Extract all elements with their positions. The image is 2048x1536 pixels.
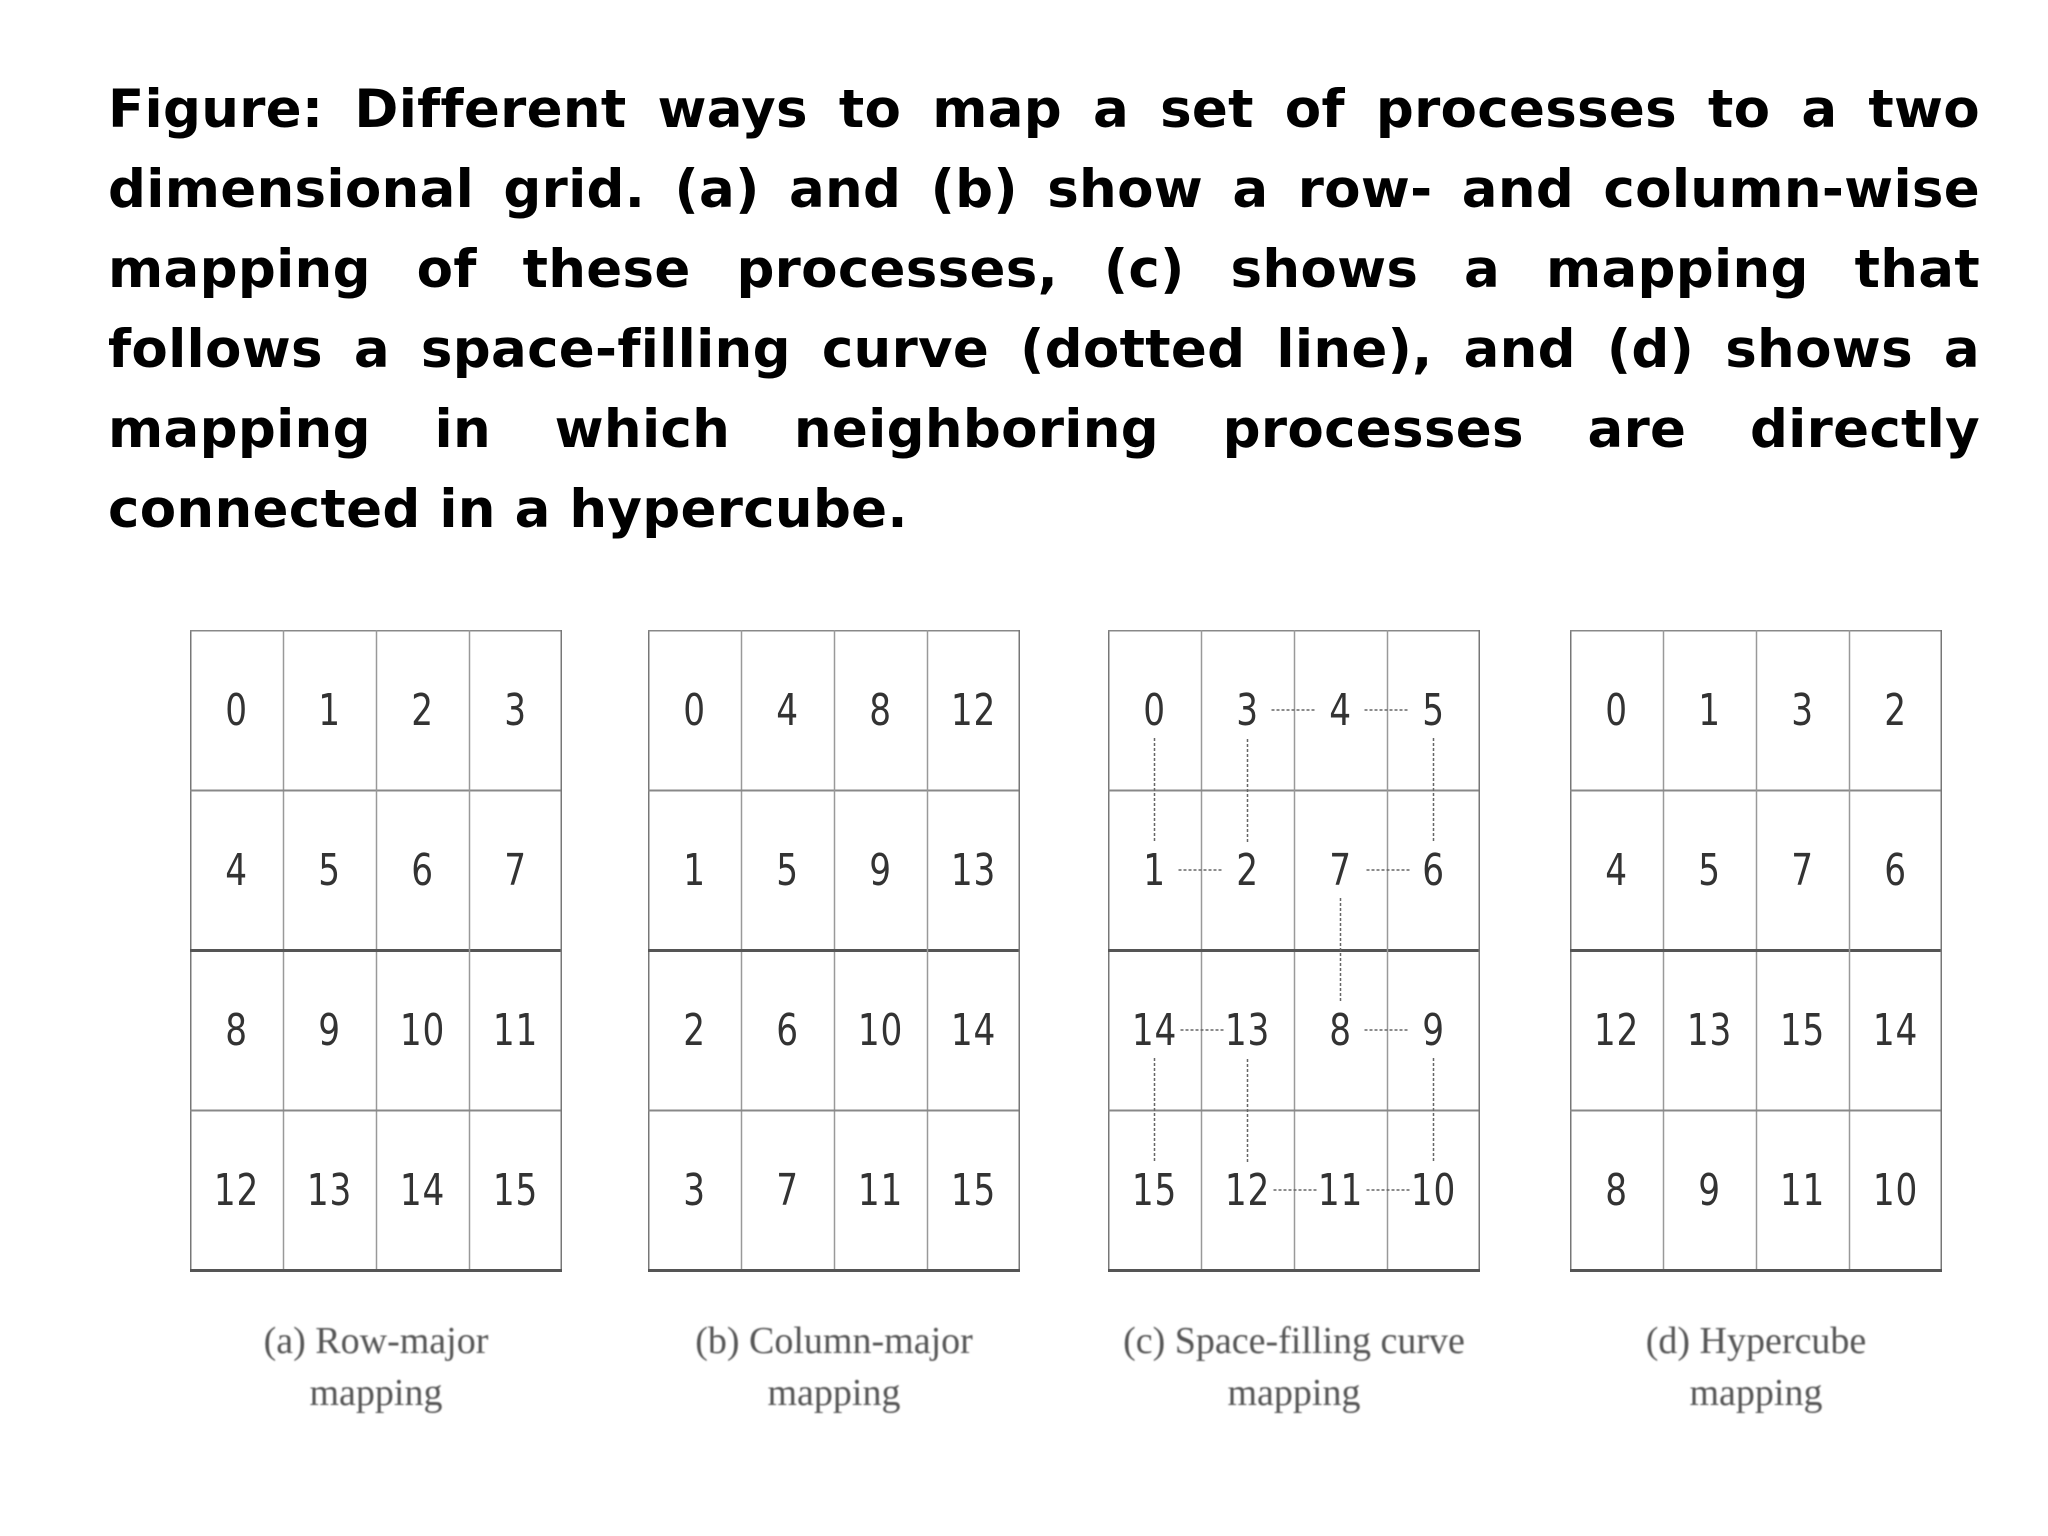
panel-label-line2: mapping <box>767 1372 901 1414</box>
process-cell: 2 <box>683 1004 706 1056</box>
process-cell: 11 <box>857 1164 904 1216</box>
process-cell: 12 <box>1224 1164 1271 1216</box>
process-cell: 13 <box>950 844 997 896</box>
process-cell: 8 <box>1329 1004 1352 1056</box>
process-cell: 0 <box>683 684 706 736</box>
process-cell: 11 <box>492 1004 539 1056</box>
process-cell: 1 <box>1698 684 1721 736</box>
process-cell: 3 <box>504 684 527 736</box>
process-cell: 7 <box>504 844 527 896</box>
panel-label <box>1068 1315 1520 1419</box>
process-cell: 4 <box>225 844 248 896</box>
process-cell: 14 <box>1131 1004 1178 1056</box>
process-cell: 0 <box>225 684 248 736</box>
process-cell: 12 <box>950 684 997 736</box>
panel-c <box>1108 630 1488 1414</box>
process-cell: 10 <box>399 1004 446 1056</box>
process-cell: 2 <box>411 684 434 736</box>
process-cell: 1 <box>1143 844 1166 896</box>
process-cell: 1 <box>318 684 341 736</box>
process-cell: 13 <box>1224 1004 1271 1056</box>
process-cell: 15 <box>950 1164 997 1216</box>
process-grid-a <box>190 630 562 1272</box>
panel-label-line2: mapping <box>309 1372 443 1414</box>
process-cell: 15 <box>1779 1004 1826 1056</box>
panel-label-line1: (c) Space-filling curve <box>1123 1320 1465 1362</box>
process-cell: 5 <box>1422 684 1445 736</box>
process-cell: 6 <box>1422 844 1445 896</box>
process-cell: 15 <box>492 1164 539 1216</box>
process-cell: 7 <box>1791 844 1814 896</box>
process-cell: 4 <box>1329 684 1352 736</box>
process-cell: 5 <box>318 844 341 896</box>
process-cell: 3 <box>683 1164 706 1216</box>
process-grid-c <box>1108 630 1480 1272</box>
panel-label <box>1530 1315 1982 1419</box>
process-cell: 8 <box>869 684 892 736</box>
panel-d <box>1570 630 1950 1414</box>
process-cell: 6 <box>1884 844 1907 896</box>
process-cell: 0 <box>1143 684 1166 736</box>
process-cell: 12 <box>1593 1004 1640 1056</box>
process-cell: 14 <box>1872 1004 1919 1056</box>
process-cell: 10 <box>857 1004 904 1056</box>
process-cell: 9 <box>869 844 892 896</box>
process-grid-d <box>1570 630 1942 1272</box>
process-cell: 13 <box>1686 1004 1733 1056</box>
panel-a <box>190 630 570 1414</box>
process-cell: 14 <box>399 1164 446 1216</box>
process-grid-b <box>648 630 1020 1272</box>
process-cell: 9 <box>1698 1164 1721 1216</box>
process-cell: 8 <box>1605 1164 1628 1216</box>
process-cell: 3 <box>1791 684 1814 736</box>
process-cell: 10 <box>1872 1164 1919 1216</box>
panel-label-line2: mapping <box>1689 1372 1823 1414</box>
process-cell: 11 <box>1779 1164 1826 1216</box>
process-cell: 2 <box>1884 684 1907 736</box>
process-cell: 4 <box>776 684 799 736</box>
process-cell: 8 <box>225 1004 248 1056</box>
process-cell: 6 <box>776 1004 799 1056</box>
figure-caption: Figure: Different ways to map a set of processes to a two dimensional grid. (a) and (b) show a row- and column-wise mapping of these processes, (c) shows a mapping that follows a space-filling curve (dotted line), and (d) shows a mapping in which neighboring processes are directly connected in a hypercube. <box>108 79 1980 540</box>
process-cell: 11 <box>1317 1164 1364 1216</box>
process-cell: 7 <box>776 1164 799 1216</box>
process-cell: 3 <box>1236 684 1259 736</box>
process-cell: 4 <box>1605 844 1628 896</box>
process-cell: 2 <box>1236 844 1259 896</box>
panel-label-line1: (b) Column-major <box>695 1320 973 1362</box>
panel-label-line1: (a) Row-major <box>263 1320 489 1362</box>
panel-label-line1: (d) Hypercube <box>1645 1320 1867 1362</box>
process-cell: 5 <box>776 844 799 896</box>
panel-label <box>150 1315 602 1419</box>
process-cell: 15 <box>1131 1164 1178 1216</box>
process-cell: 14 <box>950 1004 997 1056</box>
process-cell: 9 <box>318 1004 341 1056</box>
process-cell: 5 <box>1698 844 1721 896</box>
panel-b <box>648 630 1028 1414</box>
process-cell: 10 <box>1410 1164 1457 1216</box>
panel-label <box>608 1315 1060 1419</box>
process-cell: 7 <box>1329 844 1352 896</box>
process-cell: 12 <box>213 1164 260 1216</box>
process-cell: 0 <box>1605 684 1628 736</box>
process-cell: 13 <box>306 1164 353 1216</box>
panel-label-line2: mapping <box>1227 1372 1361 1414</box>
process-cell: 6 <box>411 844 434 896</box>
process-cell: 9 <box>1422 1004 1445 1056</box>
process-cell: 1 <box>683 844 706 896</box>
